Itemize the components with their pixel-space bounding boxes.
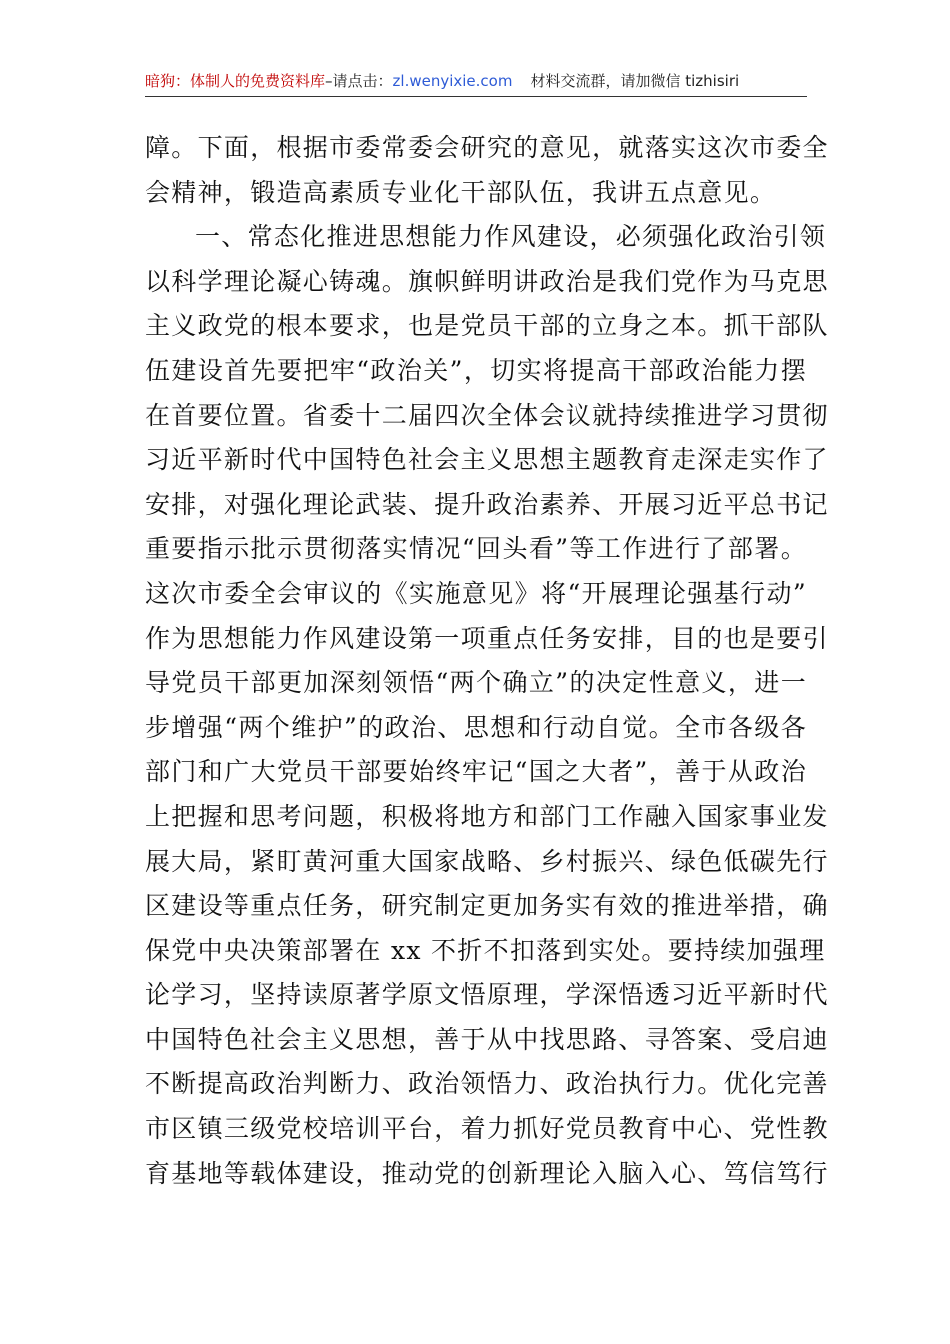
document-body: [145, 126, 829, 1196]
header-prompt: –请点击：: [325, 72, 393, 90]
header-divider: [145, 96, 807, 97]
page-header: [145, 70, 807, 94]
body-line: 部门和广大党员干部要始终牢记“国之大者”，善于从政治: [145, 757, 807, 787]
body-line: 步增强“两个维护”的政治、思想和行动自觉。全市各级各: [145, 712, 807, 742]
body-line: 重要指示批示贯彻落实情况“回头看”等工作进行了部署。: [145, 534, 807, 564]
body-line: 习近平新时代中国特色社会主义思想主题教育走深走实作了: [145, 445, 829, 475]
body-line: 展大局，紧盯黄河重大国家战略、乡村振兴、绿色低碳先行: [145, 846, 829, 876]
body-line: 导党员干部更加深刻领悟“两个确立”的决定性意义，进一: [145, 668, 807, 698]
body-line: 伍建设首先要把牢“政治关”，切实将提高干部政治能力摆: [145, 355, 807, 385]
body-line: 会精神，锻造高素质专业化干部队伍，我讲五点意见。: [145, 177, 777, 207]
body-line: 不断提高政治判断力、政治领悟力、政治执行力。优化完善: [145, 1069, 829, 1099]
body-line: 上把握和思考问题，积极将地方和部门工作融入国家事业发: [145, 801, 829, 831]
body-line: 保党中央决策部署在 xx 不折不扣落到实处。要持续加强理: [145, 935, 826, 965]
body-line: 安排，对强化理论武装、提升政治素养、开展习近平总书记: [145, 489, 829, 519]
body-line: 这次市委全会审议的《实施意见》将“开展理论强基行动”: [145, 578, 807, 608]
body-line: 论学习，坚持读原著学原文悟原理，学深悟透习近平新时代: [145, 980, 829, 1010]
header-contact: 材料交流群，请加微信 tizhisiri: [530, 72, 740, 90]
header-url-link[interactable]: zl.wenyixie.com: [392, 72, 513, 90]
body-line: 主义政党的根本要求，也是党员干部的立身之本。抓干部队: [145, 311, 829, 341]
body-line: 作为思想能力作风建设第一项重点任务安排，目的也是要引: [145, 623, 829, 653]
body-line: 区建设等重点任务，研究制定更加务实有效的推进举措，确: [145, 891, 829, 921]
body-line: 以科学理论凝心铸魂。旗帜鲜明讲政治是我们党作为马克思: [145, 266, 829, 296]
body-line: 障。下面，根据市委常委会研究的意见，就落实这次市委全: [145, 133, 829, 162]
body-line: 一、常态化推进思想能力作风建设，必须强化政治引领: [195, 222, 827, 252]
body-line: 育基地等载体建设，推动党的创新理论入脑入心、笃信笃行: [145, 1158, 829, 1188]
body-line: 在首要位置。省委十二届四次全体会议就持续推进学习贯彻: [145, 400, 829, 430]
header-brand: 暗狗：体制人的免费资料库: [145, 72, 326, 90]
body-line: 市区镇三级党校培训平台，着力抓好党员教育中心、党性教: [145, 1114, 829, 1144]
body-line: 中国特色社会主义思想，善于从中找思路、寻答案、受启迪: [145, 1024, 829, 1054]
